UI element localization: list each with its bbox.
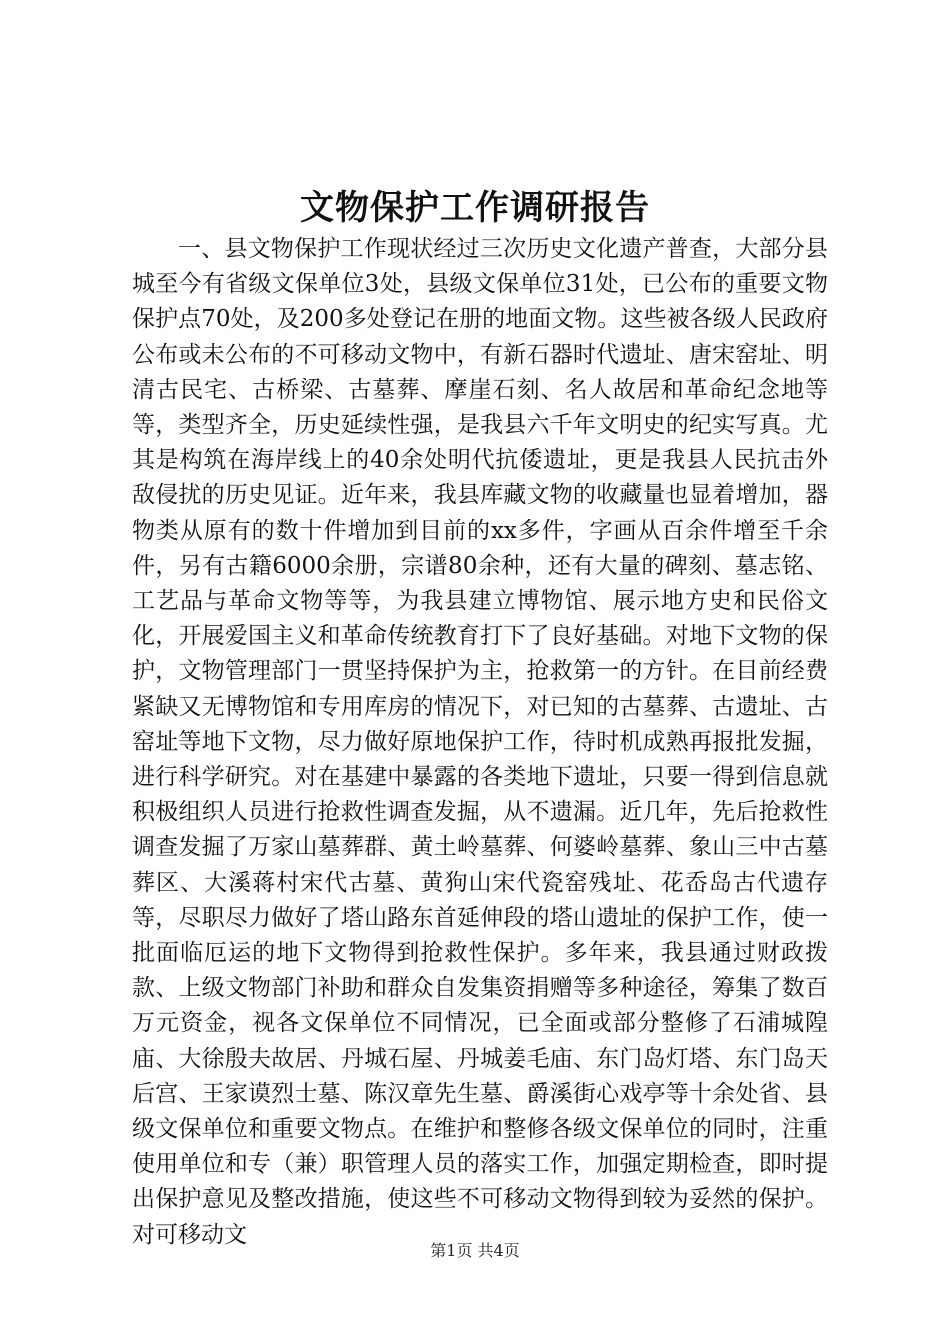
document-title: 文物保护工作调研报告	[300, 188, 650, 228]
page-footer: 第1页 共4页	[430, 1241, 520, 1260]
body-paragraph: 一、县文物保护工作现状经过三次历史文化遗产普查，大部分县城至今有省级文保单位3处，县级文保单位31处，已公布的重要文物保护点70处，及200多处登记在册的地面文物。这些被各级人民政府公布或未公布的不可移动文物中，有新石器时代遗址、唐宋窑址、明清古民宅、古桥梁、古墓葬、摩崖石刻、名人故居和革命纪念地等等，类型齐全，历史延续性强，是我县六千年文明史的纪实写真。尤其是构筑在海岸线上的40余处明代抗倭遗址，更是我县人民抗击外敌侵扰的历史见证。近年来，我县库藏文物的收藏量也显着增加，器物类从原有的数十件增加到目前的xx多件，字画从百余件增至千余件，另有古籍6000余册，宗谱80余种，还有大量的碑刻、墓志铭、工艺品与革命文物等等，为我县建立博物馆、展示地方史和民俗文化，开展爱国主义和革命传统教育打下了良好基础。对地下文物的保护，文物管理部门一贯坚持保护为主，抢救第一的方针。在目前经费紧缺又无博物馆和专用库房的情况下，对已知的古墓葬、古遗址、古窑址等地下文物，尽力做好原地保护工作，待时机成熟再报批发掘，进行科学研究。对在基建中暴露的各类地下遗址，只要一得到信息就积极组织人员进行抢救性调查发掘，从不遗漏。近几年，先后抢救性调查发掘了万家山墓葬群、黄土岭墓葬、何婆岭墓葬、象山三中古墓葬区、大溪蒋村宋代古墓、黄狗山宋代瓷窑残址、花岙岛古代遗存等，尽职尽力做好了塔山路东首延伸段的塔山遗址的保护工作，使一批面临厄运的地下文物得到抢救性保护。多年来，我县通过财政拨款、上级文物部门补助和群众自发集资捐赠等多种途径，筹集了数百万元资金，视各文保单位不同情况，已全面或部分整修了石浦城隍庙、大徐殷夫故居、丹城石屋、丹城姜毛庙、东门岛灯塔、东门岛天后宫、王家谟烈士墓、陈汉章先生墓、爵溪街心戏亭等十余处省、县级文保单位和重要文物点。在维护和整修各级文保单位的同时，注重使用单位和专（兼）职管理人员的落实工作，加强定期检查，即时提出保护意见及整改措施，使这些不可移动文物得到较为妥然的保护。对可移动文	[132, 236, 828, 1248]
